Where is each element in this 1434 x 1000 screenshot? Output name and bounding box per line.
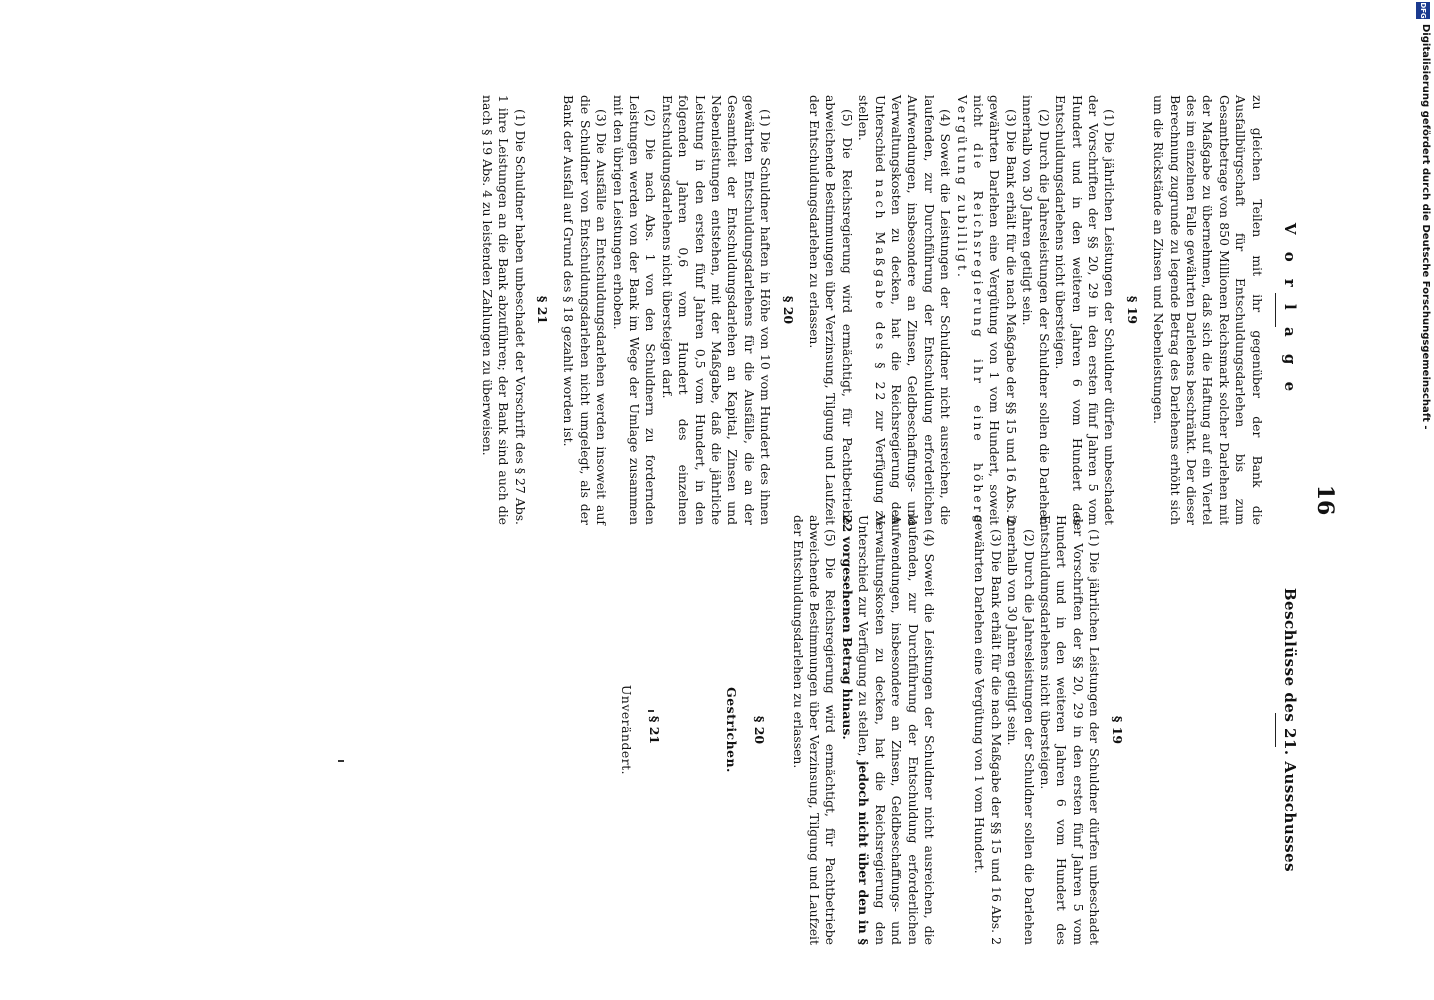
s19-para-4-spaced: nach Maßgabe des § 22	[872, 179, 888, 404]
s20-para-3: (3) Die Ausfälle an Entschuldungsdarlehen werden insoweit auf die Schuldner von Entschuldungsdarlehen nicht umgelegt, als der Bank der Ausfall auf Grund des § 18 gezahlt worden ist.	[561, 95, 610, 525]
digitization-footer	[1413, 0, 1431, 1000]
section-19-title: § 19	[1109, 715, 1125, 745]
s19-para-4	[839, 515, 937, 945]
s19-para-4-bold: jedoch nicht über den in § 22 vorgesehenen Betrag hinaus.	[839, 515, 872, 945]
scan-mark	[338, 760, 344, 762]
intro-paragraph: zu gleichen Teilen mit ihr gegenüber der Bank die Ausfallbürgschaft für Entschuldungsdarlehen bis zum Gesamtbetrage von 850 Millionen Reichsmark solcher Darlehen mit der Maßgabe zu übernehmen, daß sich die Haftung auf ein Viertel des im einzelnen Falle gewährten Darlehens beschränkt. Der dieser Berechnung zugrunde zu legende Betrag des Darlehens erhöht sich um die Rückstände an Zinsen und Nebenleistungen.	[1151, 95, 1265, 525]
s20-para-2: (2) Die nach Abs. 1 von den Schuldnern zu fordernden Leistungen werden von der Bank im Wege der Umlage zusammen mit den übrigen Leistungen erhoben.	[610, 95, 659, 525]
section-21-title: § 21	[647, 715, 663, 745]
s21-para-1: (1) Die Schuldner haben unbeschadet der Vorschrift des § 27 Abs. 1 ihre Leistungen an die Bank abzuführen; der Bank sind auch die nach § 19 Abs. 4 zu leistenden Zahlungen zu überweisen.	[479, 95, 528, 525]
beschluesse-column	[606, 515, 1314, 945]
heading-rule	[1275, 713, 1276, 747]
s20-gestrichen: Gestrichen.	[723, 687, 739, 773]
section-21-title: § 21	[534, 295, 550, 325]
s19-para-4-text: (4) Soweit die Leistungen der Schuldner nicht ausreichen, die laufenden, zur Durchführung der Entschuldung erforderlichen Aufwendungen, insbesondere an Zinsen, Geldbeschaffungs- und Verwaltungskosten zu decken, hat die Reichsregierung den Unterschied	[872, 95, 954, 525]
s19-para-3-spaced: die Reichsregierung ihr eine höhere Vergütung zubilligt.	[954, 95, 987, 525]
section-20-title: § 20	[780, 295, 796, 325]
s19-para-1: (1) Die jährlichen Leistungen der Schuldner dürfen unbeschadet der Vorschriften der §§ 20, 29 in den ersten fünf Jahren 5 vom Hundert und in den weiteren Jahren 6 vom Hundert des Entschuldungsdarlehens nicht übersteigen.	[1053, 95, 1118, 525]
page-number: 16	[1312, 484, 1338, 516]
s19-para-3: (3) Die Bank erhält für die nach Maßgabe der §§ 15 und 16 Abs. 2 gewährten Darlehen eine Vergütung von 1 vom Hundert.	[972, 515, 1004, 945]
s19-para-4-text: (4) Soweit die Leistungen der Schuldner nicht ausreichen, die laufenden, zur Durchführung der Entschuldung erforderlichen Aufwendungen, insbesondere an Zinsen, Geldbeschaffungs- und Verwaltungskosten zu decken, hat die Reichsregierung den Unterschied zur Verfügung zu stellen,	[856, 515, 937, 945]
s19-para-2: (2) Durch die Jahresleistungen der Schuldner sollen die Darlehen innerhalb von 30 Jahren getilgt sein.	[1005, 515, 1037, 945]
s20-para-1: (1) Die Schuldner haften in Höhe von 10 vom Hundert des ihnen gewährten Entschuldungsdarlehens für die Ausfälle, die an der Gesamtheit der Entschuldungsdarlehen an Kapital, Zinsen und Nebenleistungen entstehen, mit der Maßgabe, daß die jährliche Leistung in den ersten fünf Jahren 0,5 vom Hundert, in den folgenden Jahren 0,6 vom Hundert des einzelnen Entschuldungsdarlehens nicht übersteigen darf.	[659, 95, 774, 525]
dfg-logo-icon: DFG	[1416, 2, 1430, 19]
s21-unveraendert: Unverändert.	[619, 684, 635, 776]
s19-para-1: (1) Die jährlichen Leistungen der Schuldner dürfen unbeschadet der Vorschriften der §§ 20, 29 in den ersten fünf Jahren 5 vom Hundert und in den weiteren Jahren 6 vom Hundert des Entschuldungsdarlehens nicht übersteigen.	[1037, 515, 1103, 945]
section-20-title: § 20	[752, 715, 768, 745]
beschluesse-heading: Beschlüsse des 21. Ausschusses	[1281, 587, 1299, 873]
s19-para-3	[953, 95, 1019, 525]
footer-text: Digitalisierung gefördert durch die Deutsche Forschungsgemeinschaft -	[1420, 24, 1431, 430]
section-19-title: § 19	[1124, 295, 1140, 325]
s19-para-4-end: zur Verfügung zu stellen.	[856, 95, 888, 525]
s19-para-4	[855, 95, 953, 525]
s19-para-5: (5) Die Reichsregierung wird ermächtigt, für Pachtbetriebe abweichende Bestimmungen über Verzinsung, Tilgung und Laufzeit der Entschuldungsdarlehen zu erlassen.	[807, 95, 855, 525]
s19-para-3-text: (3) Die Bank erhält für die nach Maßgabe der §§ 15 und 16 Abs. 2 gewährten Darlehen eine Vergütung von 1 vom Hundert, soweit nicht	[971, 95, 1019, 525]
scan-mark	[648, 710, 654, 712]
vorlage-heading: V o r l a g e	[1281, 222, 1299, 398]
s19-para-5: (5) Die Reichsregierung wird ermächtigt, für Pachtbetriebe abweichende Bestimmungen über Verzinsung, Tilgung und Laufzeit der Entschuldungsdarlehen zu erlassen.	[790, 515, 839, 945]
s19-para-2: (2) Durch die Jahresleistungen der Schuldner sollen die Darlehen innerhalb von 30 Jahren getilgt sein.	[1020, 95, 1052, 525]
vorlage-column	[478, 95, 1314, 525]
heading-rule	[1275, 293, 1276, 327]
